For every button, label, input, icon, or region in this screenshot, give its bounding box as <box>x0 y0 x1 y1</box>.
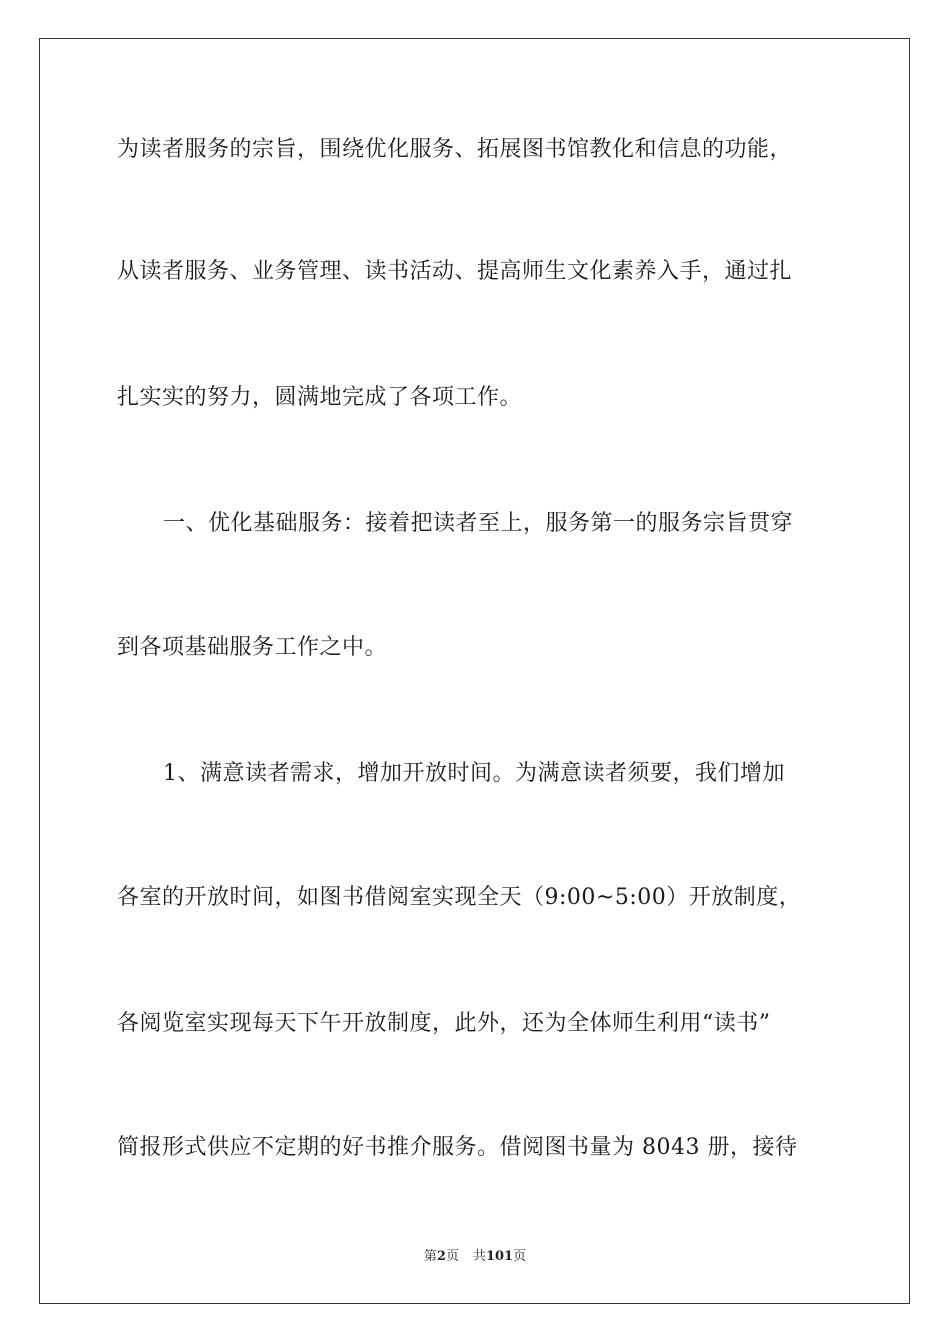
body-line-2: 从读者服务、业务管理、读书活动、提高师生文化素养入手，通过扎 <box>117 259 793 284</box>
section-heading-line: 一、优化基础服务：接着把读者至上，服务第一的服务宗旨贯穿 <box>163 511 794 536</box>
list-item-line: 1、满意读者需求，增加开放时间。为满意读者须要，我们增加 <box>163 761 785 786</box>
body-line-9: 简报形式供应不定期的好书推介服务。借阅图书量为 8043 册，接待 <box>117 1135 798 1160</box>
footer-total-prefix: 共 <box>472 1249 486 1264</box>
footer-total-suffix: 页 <box>513 1249 527 1264</box>
body-line-8: 各阅览室实现每天下午开放制度，此外，还为全体师生利用“读书” <box>117 1011 771 1036</box>
body-line-7: 各室的开放时间，如图书借阅室实现全天（9:00~5:00）开放制度， <box>117 885 802 910</box>
page-footer <box>0 1248 950 1266</box>
body-line-3: 扎实实的努力，圆满地完成了各项工作。 <box>117 385 523 410</box>
footer-page-number: 2 <box>436 1249 446 1264</box>
footer-page-suffix: 页 <box>445 1249 459 1264</box>
body-line-5: 到各项基础服务工作之中。 <box>117 635 388 660</box>
footer-total-pages: 101 <box>485 1249 514 1264</box>
page-frame <box>39 38 910 1304</box>
footer-prefix: 第 <box>423 1249 437 1264</box>
body-line-1: 为读者服务的宗旨，围绕优化服务、拓展图书馆教化和信息的功能， <box>117 137 793 162</box>
